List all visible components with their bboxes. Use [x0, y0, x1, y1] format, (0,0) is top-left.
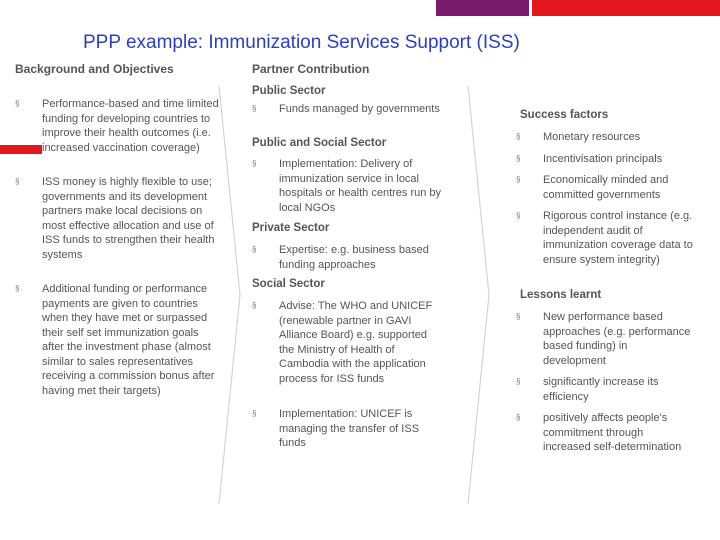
- bullet-icon: §: [252, 159, 257, 168]
- color-bar-red-segment: [532, 0, 720, 16]
- color-bar-purple-segment: [436, 0, 529, 16]
- background-objectives-heading: Background and Objectives: [15, 62, 174, 76]
- section-title-public-social-sector: Public and Social Sector: [252, 137, 387, 149]
- section-title-public-sector: Public Sector: [252, 85, 326, 97]
- lessons-learnt-heading: Lessons learnt: [520, 289, 602, 301]
- section-title-social-sector: Social Sector: [252, 278, 325, 290]
- bullet-icon: §: [516, 154, 521, 163]
- bullet-icon: §: [252, 301, 257, 310]
- bullet-icon: §: [516, 413, 521, 422]
- bullet-icon: §: [252, 245, 257, 254]
- partner-contribution-heading: Partner Contribution: [252, 62, 370, 76]
- list-item: § positively affects people's commitment through increased self-determination: [516, 412, 682, 453]
- bullet-icon: §: [516, 377, 521, 386]
- bullet-icon: §: [516, 312, 521, 321]
- bullet-icon: §: [516, 211, 521, 220]
- slide-title: PPP example: Immunization Services Support (ISS): [83, 32, 520, 53]
- bullet-icon: §: [15, 99, 20, 108]
- success-factors-heading: Success factors: [520, 109, 609, 121]
- column-divider-right: [467, 85, 493, 505]
- red-accent-marker: [0, 145, 42, 154]
- bullet-icon: §: [252, 409, 257, 418]
- list-item: § Advise: The WHO and UNICEF (renewable partner in GAVI Alliance Board) e.g. supported the Ministry of Health of Cambodia with the application process for ISS funds: [252, 300, 433, 385]
- bullet-icon: §: [15, 284, 20, 293]
- list-item: § New performance based approaches (e.g. performance based funding) in development: [516, 311, 691, 367]
- list-item: § Performance-based and time limited funding for developing countries to improve their health outcomes (i.e. increased vaccination coverage): [15, 98, 219, 154]
- list-item: § Implementation: UNICEF is managing the transfer of ISS funds: [252, 408, 420, 449]
- top-color-bar: [0, 0, 720, 16]
- bullet-icon: §: [516, 175, 521, 184]
- bullet-icon: §: [252, 104, 257, 113]
- list-item: § significantly increase its efficiency: [516, 376, 659, 403]
- list-item: § Monetary resources: [516, 131, 641, 143]
- list-item: § Incentivisation principals: [516, 153, 663, 165]
- list-item: § Funds managed by governments: [252, 103, 440, 115]
- list-item: § Implementation: Delivery of immunization service in local hospitals or health centres run by local NGOs: [252, 158, 442, 214]
- list-item: § ISS money is highly flexible to use; governments and its development partners make local decisions on most effective allocation and use of ISS funds to strengthen their health systems: [15, 176, 215, 261]
- section-title-private-sector: Private Sector: [252, 222, 330, 234]
- list-item: § Economically minded and committed governments: [516, 174, 669, 201]
- list-item: § Rigorous control instance (e.g. independent audit of immunization coverage data to ensure system integrity): [516, 210, 693, 266]
- list-item: § Expertise: e.g. business based funding approaches: [252, 244, 429, 271]
- list-item: § Additional funding or performance payments are given to countries when they have met or surpassed their self set immunization goals after the investment phase (almost similar to sales representatives receiving a commission bonus after having met their targets): [15, 283, 215, 397]
- bullet-icon: §: [15, 177, 20, 186]
- bullet-icon: §: [516, 132, 521, 141]
